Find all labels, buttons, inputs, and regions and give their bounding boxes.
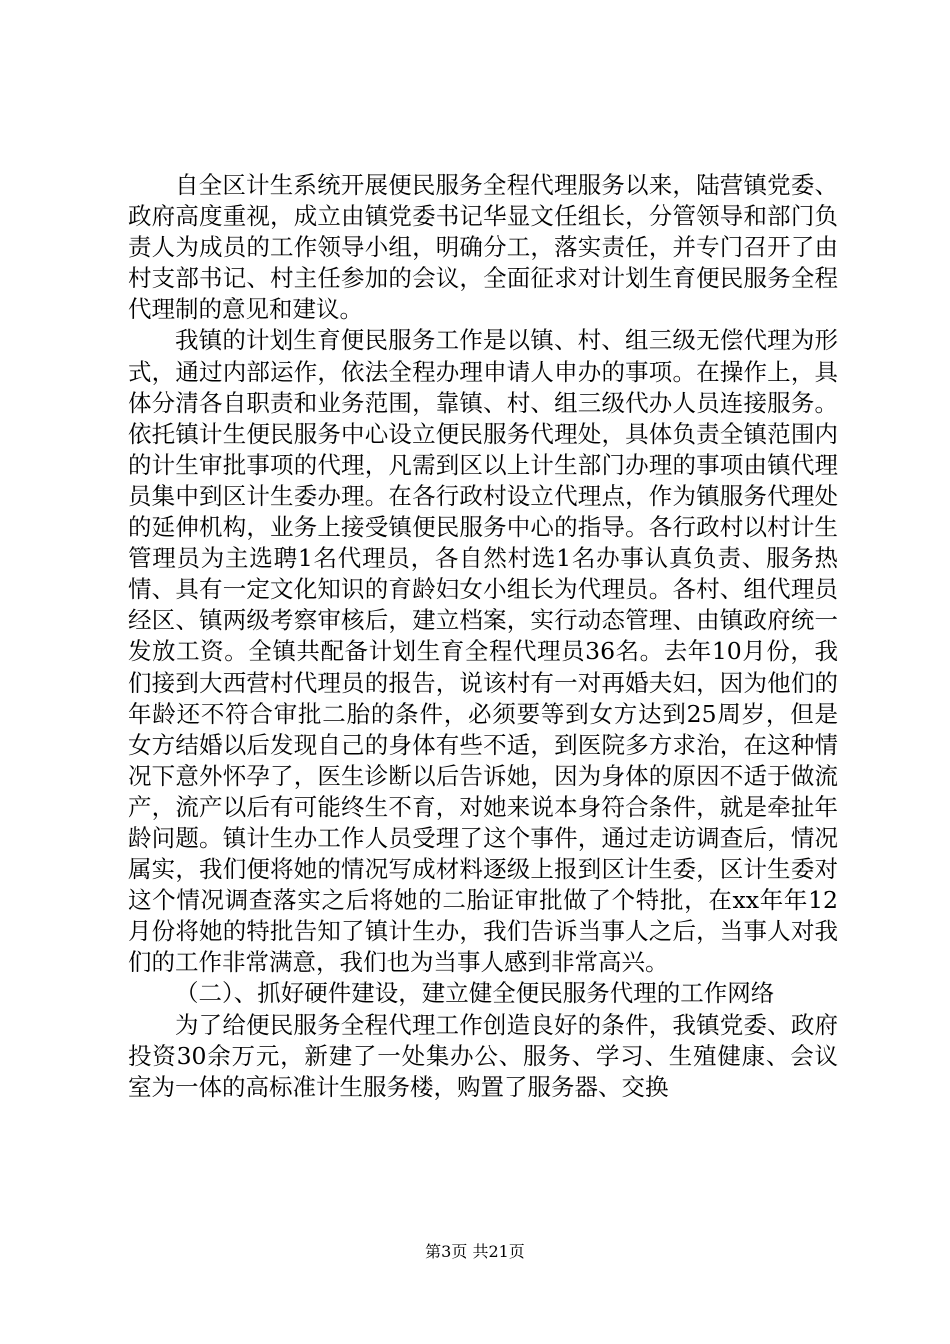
paragraph-investment: 为了给便民服务全程代理工作创造良好的条件，我镇党委、政府投资30余万元，新建了一处集办公、服务、学习、生殖健康、会议室为一体的高标准计生服务楼，购置了服务器、交换 (128, 1010, 838, 1101)
paragraph-service-agency: 我镇的计划生育便民服务工作是以镇、村、组三级无偿代理为形式，通过内部运作，依法全程办理申请人申办的事项。在操作上，具体分清各自职责和业务范围，靠镇、村、组三级代办人员连接服务。依托镇计生便民服务中心设立便民服务代理处，具体负责全镇范围内的计生审批事项的代理，凡需到区以上计生部门办理的事项由镇代理员集中到区计生委办理。在各行政村设立代理点，作为镇服务代理处的延伸机构，业务上接受镇便民服务中心的指导。各行政村以村计生管理员为主选聘1名代理员，各自然村选1名办事认真负责、服务热情、具有一定文化知识的育龄妇女小组长为代理员。各村、组代理员经区、镇两级考察审核后，建立档案，实行动态管理、由镇政府统一发放工资。全镇共配备计划生育全程代理员36名。去年10月份，我们接到大西营村代理员的报告，说该村有一对再婚夫妇，因为他们的年龄还不符合审批二胎的条件，必须要等到女方达到25周岁，但是女方结婚以后发现自己的身体有些不适，到医院多方求治，在这种情况下意外怀孕了，医生诊断以后告诉她，因为身体的原因不适于做流产，流产以后有可能终生不育，对她来说本身符合条件，就是牵扯年龄问题。镇计生办工作人员受理了这个事件，通过走访调查后，情况属实，我们便将她的情况写成材料逐级上报到区计生委，区计生委对这个情况调查落实之后将她的二胎证审批做了个特批，在xx年年12月份将她的特批告知了镇计生办，我们告诉当事人之后，当事人对我们的工作非常满意，我们也为当事人感到非常高兴。 (128, 326, 838, 977)
document-body (128, 170, 838, 1103)
page-number-footer: 第3页 共21页 (425, 1242, 525, 1261)
section-heading-hardware: （二）、抓好硬件建设，建立健全便民服务代理的工作网络 (175, 979, 775, 1008)
paragraph-leadership-group: 自全区计生系统开展便民服务全程代理服务以来，陆营镇党委、政府高度重视，成立由镇党委书记华显文任组长，分管领导和部门负责人为成员的工作领导小组，明确分工，落实责任，并专门召开了由村支部书记、村主任参加的会议，全面征求对计划生育便民服务全程代理制的意见和建议。 (128, 171, 838, 324)
